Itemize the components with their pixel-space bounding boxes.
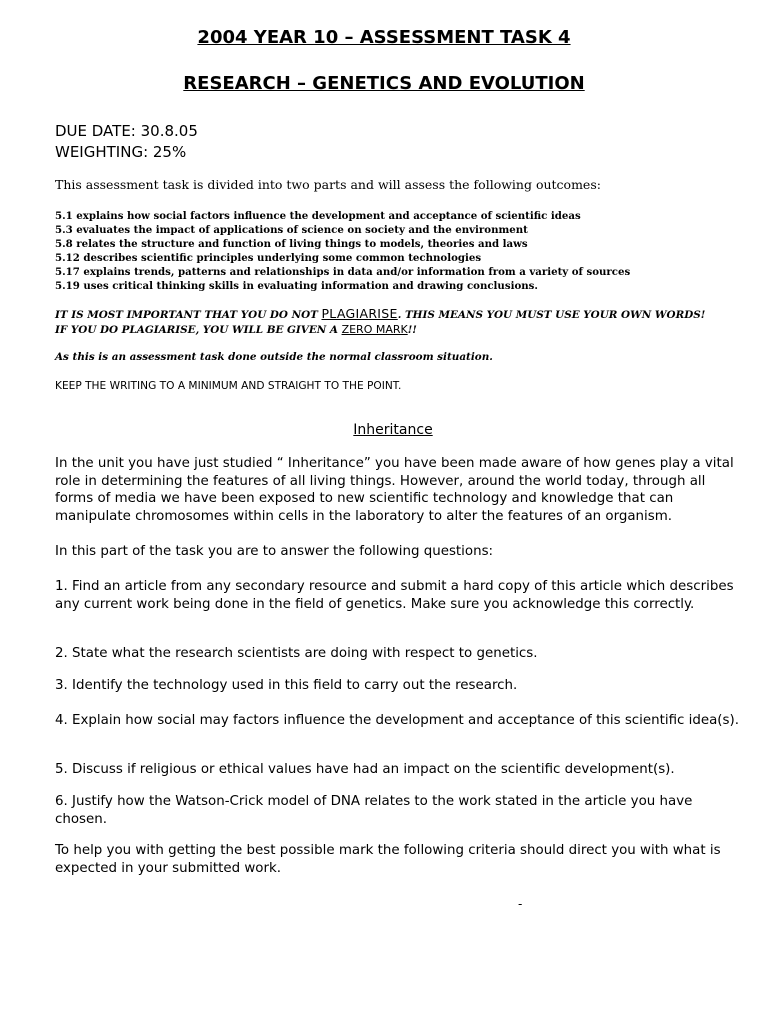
question-item: 2. State what the research scientists are doing with respect to genetics. — [55, 646, 538, 661]
outcome-item: 5.8 relates the structure and function of living things to models, theories and laws — [55, 238, 528, 250]
warning-text: . THIS MEANS YOU MUST USE YOUR OWN WORDS! — [397, 309, 706, 321]
zero-mark-word: ZERO MARK — [341, 323, 408, 336]
outcome-item: 5.17 explains trends, patterns and relationships in data and/or information from a variety of sources — [55, 266, 631, 278]
outcomes-list — [55, 209, 630, 293]
outside-classroom-note: As this is an assessment task done outside the normal classroom situation. — [55, 351, 493, 363]
stray-dash: - — [518, 897, 523, 911]
outcome-item: 5.12 describes scientific principles underlying some common technologies — [55, 252, 482, 264]
outcome-item: 5.3 evaluates the impact of applications of science on society and the environment — [55, 224, 528, 236]
plagiarism-warning-line2 — [55, 323, 417, 336]
document-subtitle-text: RESEARCH – GENETICS AND EVOLUTION — [183, 73, 585, 94]
document-title-text: 2004 YEAR 10 – ASSESSMENT TASK 4 — [197, 27, 571, 48]
document-subtitle — [0, 73, 768, 94]
question-item: 4. Explain how social may factors influence the development and acceptance of this scientific idea(s). — [55, 713, 739, 728]
question-item: 6. Justify how the Watson-Crick model of DNA relates to the work stated in the article you have chosen. — [55, 794, 693, 827]
question-item: 1. Find an article from any secondary resource and submit a hard copy of this article which describes any current work being done in the field of genetics. Make sure you acknowledge this correctly. — [55, 579, 734, 612]
outcome-item: 5.19 uses critical thinking skills in evaluating information and drawing conclusions. — [55, 280, 538, 292]
plagiarism-warning-line1 — [55, 306, 705, 321]
plagiarise-word: PLAGIARISE — [321, 306, 398, 321]
instruction-paragraph: In this part of the task you are to answer the following questions: — [55, 544, 494, 559]
section-heading: Inheritance — [353, 422, 433, 438]
warning-text: IF YOU DO PLAGIARISE, YOU WILL BE GIVEN A — [55, 324, 342, 336]
intro-paragraph: In the unit you have just studied “ Inheritance” you have been made aware of how genes play a vital role in determining the features of all living things. However, around the world today, through all forms of media we have been exposed to new scientific technology and knowledge that can manipulate chromosomes within cells in the laboratory to alter the features of an organism. — [55, 456, 734, 524]
keep-writing-note: KEEP THE WRITING TO A MINIMUM AND STRAIGHT TO THE POINT. — [55, 380, 402, 392]
warning-text: !! — [407, 324, 417, 336]
outcome-item: 5.1 explains how social factors influence the development and acceptance of scientific ideas — [55, 210, 581, 222]
closing-paragraph: To help you with getting the best possible mark the following criteria should direct you with what is expected in your submitted work. — [55, 843, 721, 876]
warning-text: IT IS MOST IMPORTANT THAT YOU DO NOT — [55, 309, 322, 321]
document-title — [0, 27, 768, 48]
question-item: 3. Identify the technology used in this field to carry out the research. — [55, 678, 518, 693]
due-date: DUE DATE: 30.8.05 — [55, 122, 198, 140]
weighting: WEIGHTING: 25% — [55, 143, 187, 161]
intro-text: This assessment task is divided into two parts and will assess the following outcomes: — [55, 177, 601, 192]
question-item: 5. Discuss if religious or ethical values have had an impact on the scientific development(s). — [55, 762, 675, 777]
